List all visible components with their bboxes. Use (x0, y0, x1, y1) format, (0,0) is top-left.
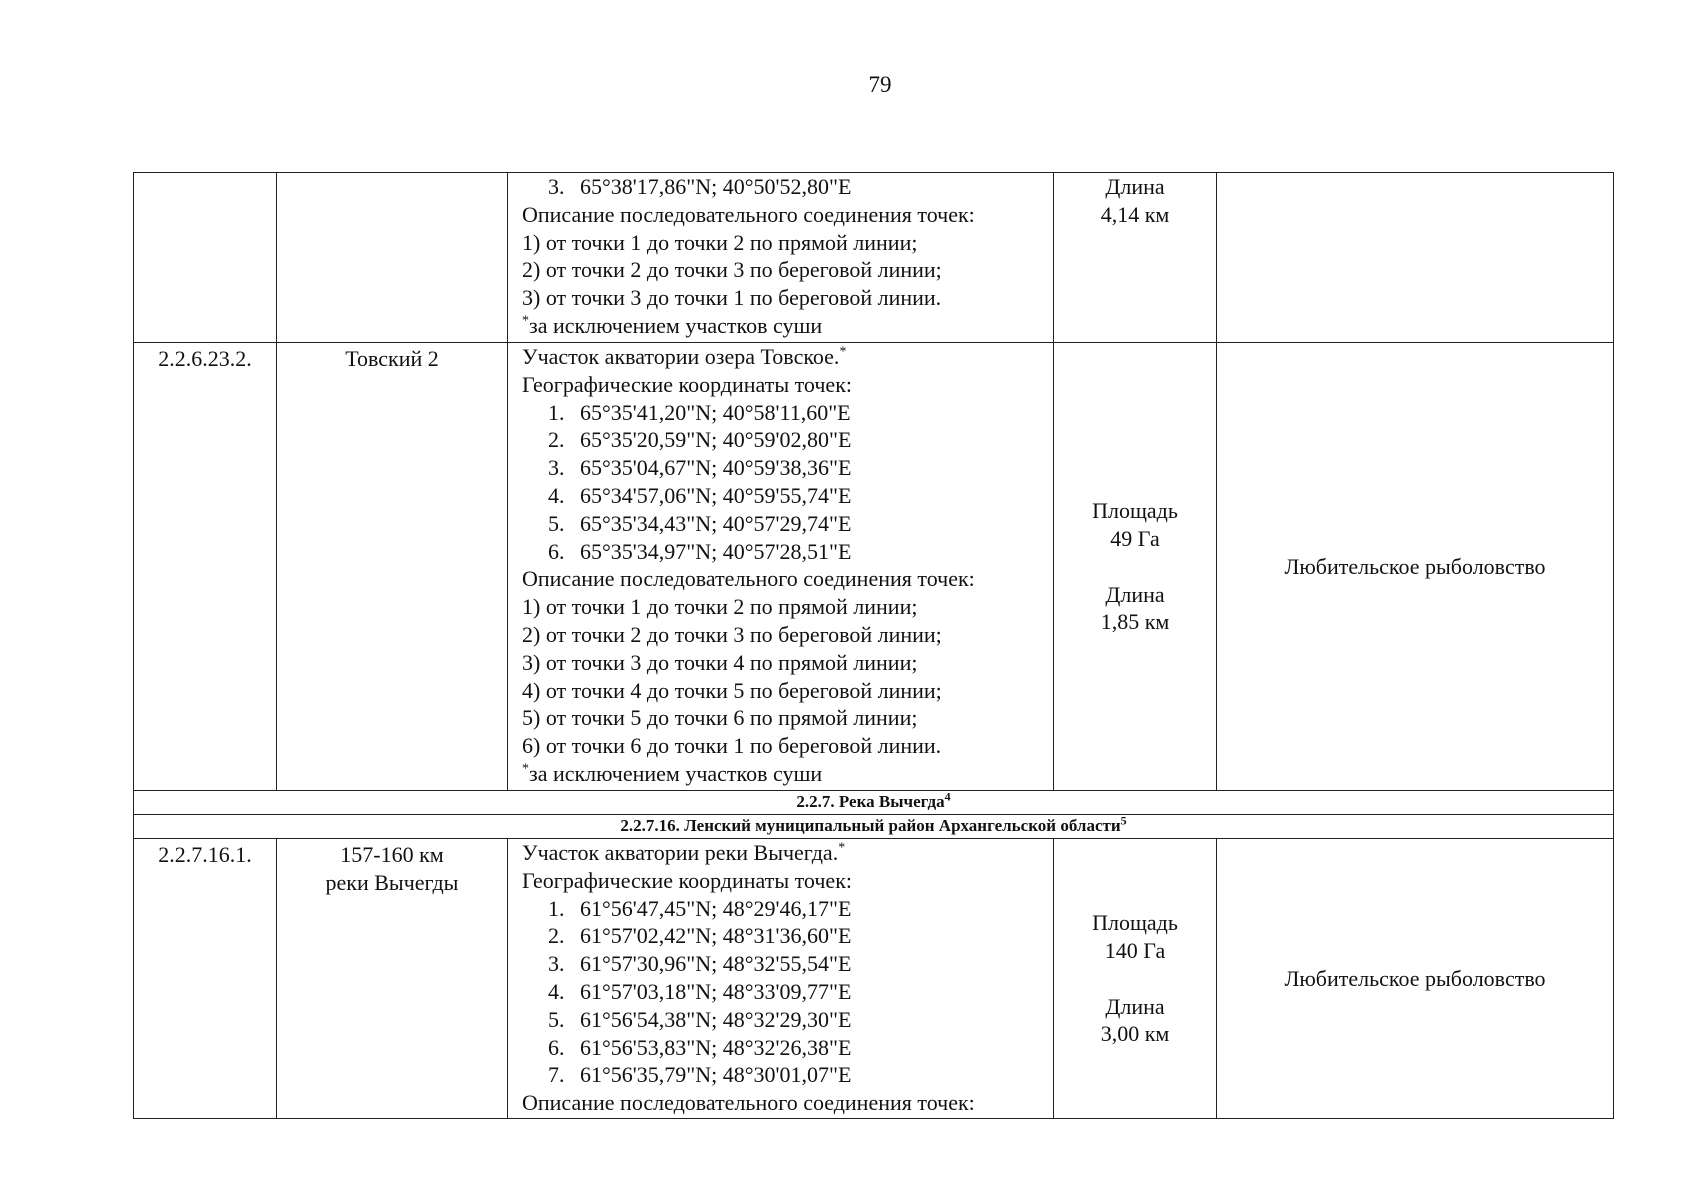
connection-item: 1) от точки 1 до точки 2 по прямой линии; (522, 594, 918, 620)
code-cell: 2.2.7.16.1. (134, 839, 277, 1119)
connection-item: 3) от точки 3 до точки 4 по прямой линии; (522, 649, 918, 675)
area-label: Площадь (1092, 909, 1178, 935)
connection-description-title: Описание последовательного соединения точек: (522, 566, 975, 592)
name-line: 157-160 км (340, 842, 444, 867)
description-cell (508, 173, 1054, 343)
purpose-cell: Любительское рыболовство (1217, 343, 1614, 791)
metric-spacer (1054, 965, 1216, 993)
coordinates-list (522, 895, 1053, 1090)
description-cell (508, 343, 1054, 791)
metrics-cell (1054, 839, 1217, 1119)
coordinate-item: 5. 65°35'34,43"N; 40°57'29,74"E (548, 510, 852, 536)
section-row (134, 815, 1614, 839)
purpose-cell: Любительское рыболовство (1217, 839, 1614, 1119)
name-cell: Товский 2 (277, 343, 508, 791)
metrics-cell (1054, 173, 1217, 343)
coordinate-item: 4. 61°57'03,18"N; 48°33'09,77"E (548, 978, 852, 1004)
connection-item: 1) от точки 1 до точки 2 по прямой линии; (522, 229, 918, 255)
coordinate-item: 1. 61°56'47,45"N; 48°29'46,17"E (548, 895, 852, 921)
coordinate-item: 3. 65°35'04,67"N; 40°59'38,36"E (548, 455, 852, 481)
connection-item: 4) от точки 4 до точки 5 по береговой линии; (522, 677, 942, 703)
coordinate-item: 5. 61°56'54,38"N; 48°32'29,30"E (548, 1006, 852, 1032)
connection-description-title: Описание последовательного соединения точек: (522, 201, 975, 227)
coordinates-title: Географические координаты точек: (522, 867, 852, 893)
description-cell (508, 839, 1054, 1119)
coordinate-item: 6. 61°56'53,83"N; 48°32'26,38"E (548, 1034, 852, 1060)
purpose-cell (1217, 173, 1614, 343)
connection-item: 2) от точки 2 до точки 3 по береговой линии; (522, 257, 942, 283)
name-line: реки Вычегды (325, 869, 459, 895)
coordinate-item: 6. 65°35'34,97"N; 40°57'28,51"E (548, 538, 852, 564)
fishing-areas-table (133, 172, 1614, 1119)
coordinate-item: 3. 61°57'30,96"N; 48°32'55,54"E (548, 951, 852, 977)
name-cell (277, 173, 508, 343)
coordinates-list (522, 173, 1053, 201)
footnote-line: *за исключением участков суши (522, 312, 823, 338)
section-title-district: 2.2.7.16. Ленский муниципальный район Архангельской области$^5$ (134, 815, 1614, 839)
metric-spacer (1054, 553, 1216, 581)
coordinate-item: 3. 65°38'17,86"N; 40°50'52,80"E (548, 174, 852, 199)
section-row (134, 791, 1614, 815)
coordinate-item: 7. 61°56'35,79"N; 48°30'01,07"E (548, 1062, 852, 1088)
area-title: Участок акватории реки Вычегда.* (522, 840, 846, 865)
length-value: 1,85 км (1100, 609, 1170, 635)
area-label: Площадь (1092, 497, 1178, 523)
footnote-line: *за исключением участков суши (522, 760, 823, 786)
table-row (134, 343, 1614, 791)
coordinate-item: 4. 65°34'57,06"N; 40°59'55,74"E (548, 482, 852, 508)
coordinate-item: 1. 65°35'41,20"N; 40°58'11,60"E (548, 399, 851, 425)
code-cell (134, 173, 277, 343)
length-label: Длина (1105, 993, 1165, 1019)
connection-item: 2) от точки 2 до точки 3 по береговой линии; (522, 621, 942, 647)
length-label: Длина (1105, 581, 1165, 607)
connection-description-title: Описание последовательного соединения точек: (522, 1090, 975, 1116)
metrics-cell (1054, 343, 1217, 791)
table-row (134, 173, 1614, 343)
section-title-river: 2.2.7. Река Вычегда$^4$ (134, 791, 1614, 815)
code-cell: 2.2.6.23.2. (134, 343, 277, 791)
length-label: Длина (1105, 174, 1165, 199)
connection-item: 3) от точки 3 до точки 1 по береговой линии. (522, 285, 942, 311)
coordinates-title: Географические координаты точек: (522, 371, 852, 397)
connection-item: 5) от точки 5 до точки 6 по прямой линии; (522, 705, 918, 731)
connection-item: 6) от точки 6 до точки 1 по береговой линии. (522, 733, 942, 759)
area-value: 49 Га (1110, 525, 1160, 551)
area-title: Участок акватории озера Товское.* (522, 344, 847, 369)
length-value: 4,14 км (1100, 201, 1170, 227)
area-value: 140 Га (1104, 937, 1166, 963)
page-number: 79 (868, 72, 892, 97)
length-value: 3,00 км (1100, 1021, 1170, 1047)
table-row (134, 839, 1614, 1119)
coordinates-list (522, 399, 1053, 566)
coordinate-item: 2. 61°57'02,42"N; 48°31'36,60"E (548, 923, 852, 949)
coordinate-item: 2. 65°35'20,59"N; 40°59'02,80"E (548, 427, 852, 453)
name-cell (277, 839, 508, 1119)
